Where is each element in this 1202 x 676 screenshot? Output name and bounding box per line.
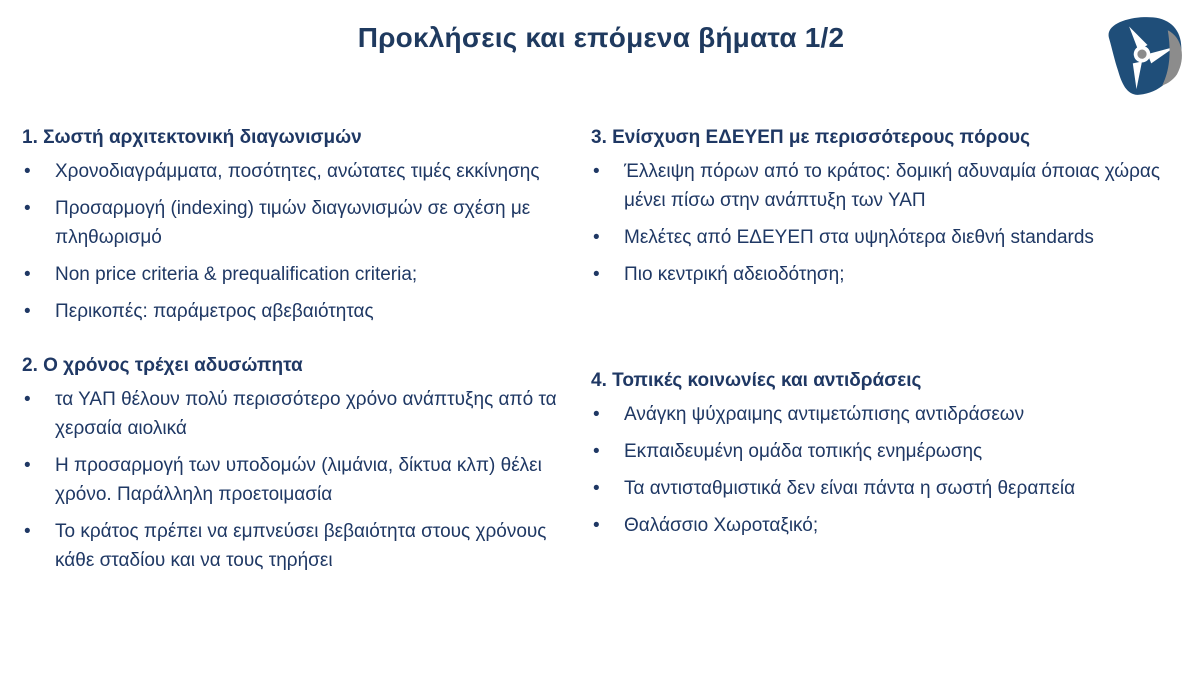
bullet-dot: •: [24, 301, 31, 322]
section-architecture: [22, 124, 622, 326]
bullet-dot: •: [593, 441, 600, 462]
list-item-text: Non price criteria & prequalification criteria;: [55, 264, 418, 285]
bullet-dot: •: [593, 515, 600, 536]
list-item-text: Τα αντισταθμιστικά δεν είναι πάντα η σωστή θεραπεία: [624, 478, 1076, 499]
list-item: [591, 260, 1194, 289]
page-title: Προκλήσεις και επόμενα βήματα 1/2: [357, 22, 845, 53]
bullet-dot: •: [593, 404, 600, 425]
list-item: [22, 260, 560, 289]
bullet-dot: •: [24, 521, 31, 542]
list-item: [22, 385, 560, 443]
section-heading: 2. Ο χρόνος τρέχει αδυσώπητα: [22, 355, 303, 376]
right-column: [591, 124, 1191, 548]
bullet-list: [591, 400, 1191, 540]
bullet-dot: •: [24, 198, 31, 219]
bullet-dot: •: [24, 455, 31, 476]
bullet-dot: •: [593, 478, 600, 499]
list-item: [591, 400, 1194, 429]
turbine-circle-logo-icon: [1096, 10, 1188, 102]
list-item: [591, 511, 1194, 540]
left-column: [22, 124, 622, 583]
bullet-dot: •: [593, 264, 600, 285]
list-item-text: Προσαρμογή (indexing) τιμών διαγωνισμών σε σχέση με πληθωρισμό: [55, 198, 531, 248]
section-resources: [591, 124, 1191, 289]
bullet-list: [591, 157, 1191, 289]
list-item: [22, 194, 560, 252]
list-item: [591, 223, 1194, 252]
list-item: [22, 157, 560, 186]
section-time: [22, 352, 622, 575]
section-heading: 1. Σωστή αρχιτεκτονική διαγωνισμών: [22, 127, 362, 148]
list-item-text: Η προσαρμογή των υποδομών (λιμάνια, δίκτυα κλπ) θέλει χρόνο. Παράλληλη προετοιμασία: [55, 455, 542, 505]
list-item-text: Περικοπές: παράμετρος αβεβαιότητας: [55, 301, 374, 322]
list-item: [22, 297, 560, 326]
list-item-text: Χρονοδιαγράμματα, ποσότητες, ανώτατες τιμές εκκίνησης: [55, 161, 540, 182]
list-item-text: Έλλειψη πόρων από το κράτος: δομική αδυναμία όποιας χώρας μένει πίσω στην ανάπτυξη των ΥΑΠ: [624, 161, 1161, 211]
bullet-list: [22, 157, 622, 326]
section-local-communities: [591, 367, 1191, 540]
list-item-text: Πιο κεντρική αδειοδότηση;: [624, 264, 845, 285]
list-item: [591, 474, 1194, 503]
list-item: [22, 517, 560, 575]
list-item: [22, 451, 560, 509]
section-heading: 4. Τοπικές κοινωνίες και αντιδράσεις: [591, 370, 922, 391]
bullet-dot: •: [24, 264, 31, 285]
list-item-text: Εκπαιδευμένη ομάδα τοπικής ενημέρωσης: [624, 441, 983, 462]
list-item: [591, 437, 1194, 466]
section-heading: 3. Ενίσχυση ΕΔΕΥΕΠ με περισσότερους πόρους: [591, 127, 1030, 148]
list-item-text: Θαλάσσιο Χωροταξικό;: [624, 515, 819, 536]
bullet-dot: •: [593, 227, 600, 248]
list-item-text: Μελέτες από ΕΔΕΥΕΠ στα υψηλότερα διεθνή standards: [624, 227, 1094, 248]
bullet-dot: •: [593, 161, 600, 182]
list-item-text: τα ΥΑΠ θέλουν πολύ περισσότερο χρόνο ανάπτυξης από τα χερσαία αιολικά: [55, 389, 557, 439]
bullet-dot: •: [24, 389, 31, 410]
bullet-dot: •: [24, 161, 31, 182]
list-item: [591, 157, 1194, 215]
list-item-text: Το κράτος πρέπει να εμπνεύσει βεβαιότητα στους χρόνους κάθε σταδίου και να τους τηρήσει: [55, 521, 547, 571]
bullet-list: [22, 385, 622, 575]
list-item-text: Ανάγκη ψύχραιμης αντιμετώπισης αντιδράσεων: [624, 404, 1025, 425]
